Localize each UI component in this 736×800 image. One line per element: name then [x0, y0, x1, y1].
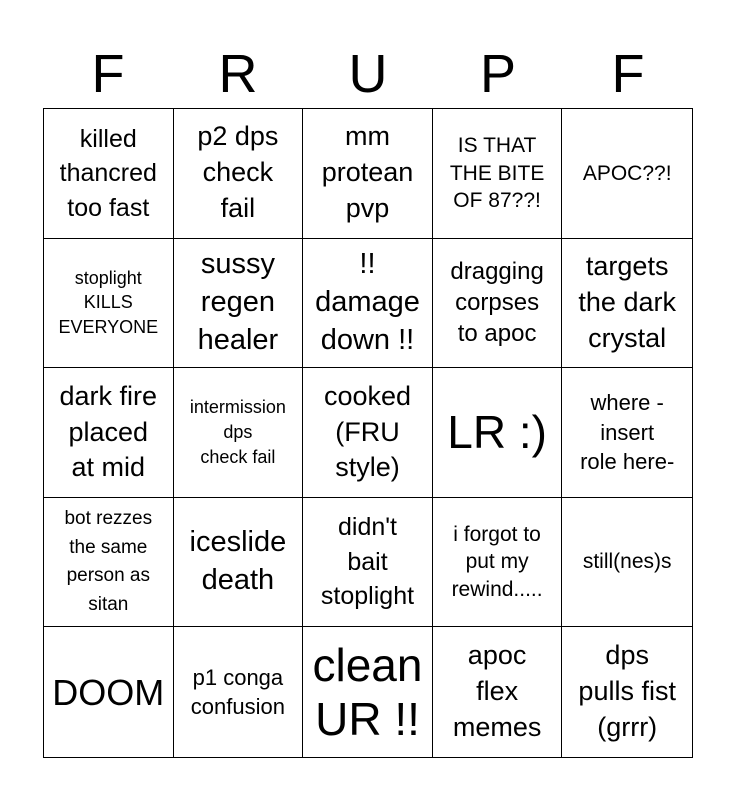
- bingo-cell-r2c4[interactable]: [433, 239, 563, 369]
- bingo-cell-text: p1 conga confusion: [190, 664, 285, 720]
- bingo-cell-r2c3[interactable]: [303, 239, 433, 369]
- bingo-cell-text: mm protean pvp: [321, 121, 414, 224]
- header-letter-f2: F: [611, 44, 645, 104]
- bingo-cell-text: apoc flex memes: [452, 640, 542, 743]
- bingo-cell-text: i forgot to put my rewind.....: [451, 523, 543, 601]
- bingo-cell-text: still(nes)s: [582, 550, 672, 574]
- bingo-cell-r1c1[interactable]: [44, 109, 174, 239]
- bingo-cell-text: bot rezzes the same person as sitan: [64, 508, 153, 615]
- bingo-cell-r5c1[interactable]: [44, 627, 174, 757]
- header-letter-r: R: [218, 44, 258, 104]
- header-letter-p: P: [479, 44, 517, 104]
- bingo-cell-text: !! damage down !!: [315, 248, 420, 356]
- bingo-cell-text: intermission dps check fail: [189, 397, 286, 467]
- bingo-cell-r5c2[interactable]: [174, 627, 304, 757]
- bingo-cell-text: cooked (FRU style): [323, 380, 412, 483]
- bingo-cell-text: targets the dark crystal: [578, 251, 676, 353]
- bingo-cell-r4c2[interactable]: [174, 498, 304, 628]
- bingo-cell-text: DOOM: [52, 671, 165, 713]
- bingo-cell-text: APOC??!: [582, 161, 672, 185]
- bingo-cell-r4c1[interactable]: [44, 498, 174, 628]
- bingo-cell-text: IS THAT THE BITE OF 87??!: [449, 134, 545, 212]
- bingo-header: [43, 40, 693, 108]
- bingo-cell-r3c5[interactable]: [562, 368, 692, 498]
- bingo-cell-r4c4[interactable]: [433, 498, 563, 628]
- header-letter-f1: F: [91, 44, 125, 104]
- bingo-cell-r2c1[interactable]: [44, 239, 174, 369]
- bingo-cell-r1c4[interactable]: [433, 109, 563, 239]
- bingo-cell-text: p2 dps check fail: [197, 121, 279, 224]
- bingo-cell-text: iceslide death: [189, 526, 287, 597]
- bingo-cell-r4c3[interactable]: [303, 498, 433, 628]
- bingo-cell-r5c5[interactable]: [562, 627, 692, 757]
- bingo-cell-text: dragging corpses to apoc: [450, 258, 544, 348]
- bingo-cell-r3c2[interactable]: [174, 368, 304, 498]
- bingo-cell-r5c4[interactable]: [433, 627, 563, 757]
- bingo-cell-text: where - insert role here-: [580, 389, 675, 475]
- bingo-cell-text: stoplight KILLS EVERYONE: [58, 267, 159, 338]
- bingo-cell-r3c3[interactable]: [303, 368, 433, 498]
- bingo-cell-r1c5[interactable]: [562, 109, 692, 239]
- bingo-cell-text: didn't bait stoplight: [320, 513, 415, 611]
- bingo-cell-r2c5[interactable]: [562, 239, 692, 369]
- bingo-cell-text: LR :): [447, 406, 547, 459]
- bingo-cell-r3c4[interactable]: [433, 368, 563, 498]
- bingo-board: [43, 108, 693, 758]
- bingo-cell-text: clean UR !!: [312, 638, 423, 746]
- bingo-cell-text: sussy regen healer: [197, 248, 279, 356]
- bingo-cell-r5c3[interactable]: [303, 627, 433, 757]
- bingo-cell-text: killed thancred too fast: [59, 124, 157, 222]
- bingo-cell-text: dark fire placed at mid: [59, 380, 158, 483]
- bingo-cell-r1c2[interactable]: [174, 109, 304, 239]
- bingo-cell-text: dps pulls fist (grrr): [578, 640, 676, 743]
- bingo-cell-r4c5[interactable]: [562, 498, 692, 628]
- bingo-cell-r1c3[interactable]: [303, 109, 433, 239]
- bingo-cell-r3c1[interactable]: [44, 368, 174, 498]
- bingo-cell-r2c2[interactable]: [174, 239, 304, 369]
- header-letter-u: U: [348, 44, 388, 104]
